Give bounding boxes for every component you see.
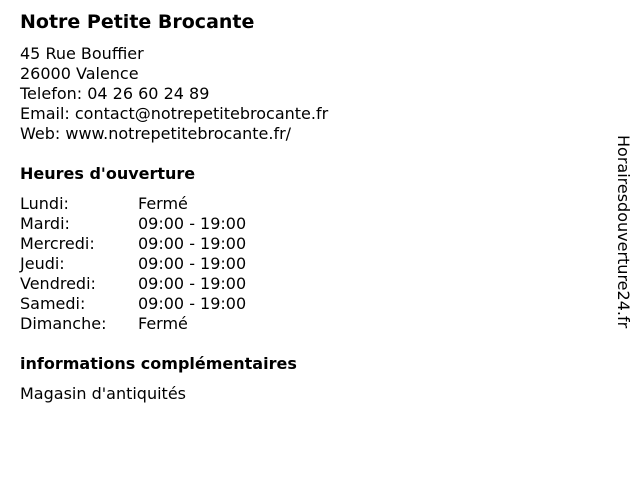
info-heading: informations complémentaires <box>20 354 297 373</box>
time-value: Fermé <box>138 194 188 213</box>
business-contact <box>20 44 328 144</box>
hours-row-thursday <box>20 254 246 274</box>
time-value: 09:00 - 19:00 <box>138 254 247 273</box>
business-name: Notre Petite Brocante <box>20 11 255 33</box>
day-label: Dimanche: <box>20 314 107 333</box>
street-address: 45 Rue Bouffier <box>20 44 144 63</box>
time-value: 09:00 - 19:00 <box>138 294 247 313</box>
time-value: 09:00 - 19:00 <box>138 214 247 233</box>
day-label: Vendredi: <box>20 274 96 293</box>
day-label: Mercredi: <box>20 234 95 253</box>
hours-row-tuesday <box>20 214 246 234</box>
hours-heading: Heures d'ouverture <box>20 164 196 183</box>
time-value: 09:00 - 19:00 <box>138 234 247 253</box>
hours-row-wednesday <box>20 234 246 254</box>
day-label: Mardi: <box>20 214 70 233</box>
info-text: Magasin d'antiquités <box>20 384 186 403</box>
day-label: Samedi: <box>20 294 86 313</box>
watermark: Horairesdouverture24.fr <box>614 135 633 329</box>
phone-number: Telefon: 04 26 60 24 89 <box>20 84 210 103</box>
time-value: 09:00 - 19:00 <box>138 274 247 293</box>
hours-row-friday <box>20 274 246 294</box>
day-label: Lundi: <box>20 194 69 213</box>
hours-row-monday <box>20 194 246 214</box>
city-postal: 26000 Valence <box>20 64 139 83</box>
hours-row-sunday <box>20 314 246 334</box>
email-address: Email: contact@notrepetitebrocante.fr <box>20 104 329 123</box>
website: Web: www.notrepetitebrocante.fr/ <box>20 124 292 143</box>
time-value: Fermé <box>138 314 188 333</box>
hours-row-saturday <box>20 294 246 314</box>
day-label: Jeudi: <box>20 254 65 273</box>
opening-hours-table <box>20 194 246 334</box>
